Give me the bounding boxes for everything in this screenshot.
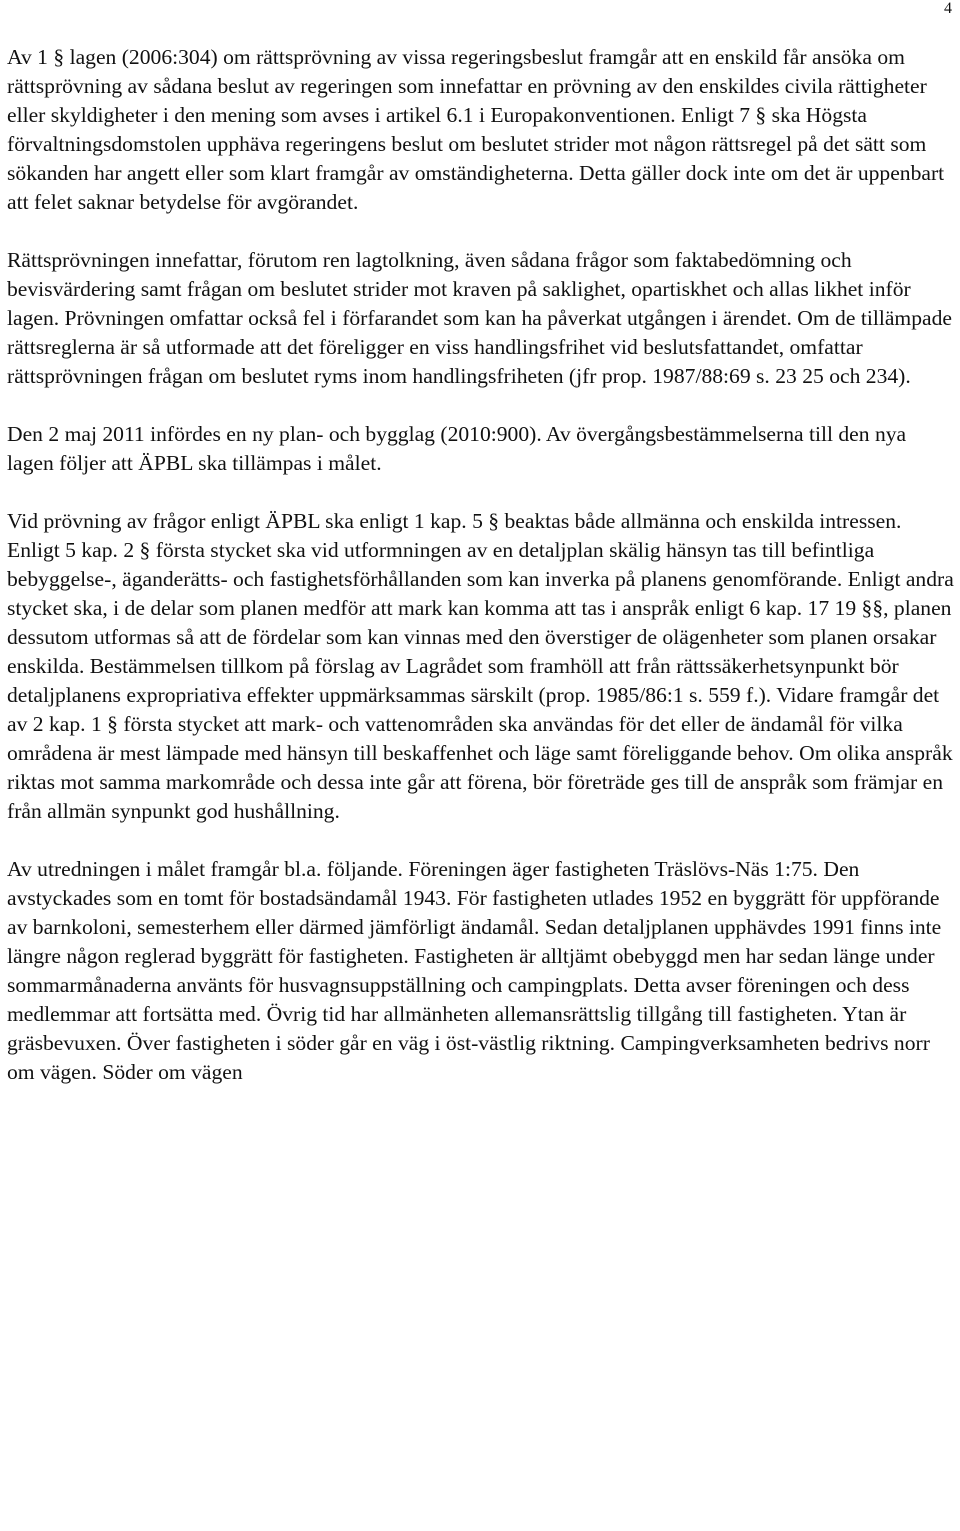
page-number: 4	[944, 0, 952, 17]
paragraph: Rättsprövningen innefattar, förutom ren lagtolkning, även sådana frågor som faktabedömning och bevisvärdering samt frågan om beslutet strider mot kraven på saklighet, opartiskhet och allas likhet inför lagen. Prövningen omfattar också fel i förfarandet som kan ha påverkat utgången i ärendet. Om de tillämpade rättsreglerna är så utformade att det föreligger en viss handlingsfrihet vid beslutsfattandet, omfattar rättsprövningen frågan om beslutet ryms inom handlingsfriheten (jfr prop. 1987/88:69 s. 23 25 och 234).	[7, 248, 952, 388]
paragraph: Den 2 maj 2011 infördes en ny plan- och bygglag (2010:900). Av övergångsbestämmelserna till den nya lagen följer att ÄPBL ska tillämpas i målet.	[7, 422, 907, 475]
paragraph: Av 1 § lagen (2006:304) om rättsprövning av vissa regeringsbeslut framgår att en enskild får ansöka om rättsprövning av sådana beslut av regeringen som innefattar en prövning av den enskildes civila rättigheter eller skyldigheter i den mening som avses i artikel 6.1 i Europakonventionen. Enligt 7 § ska Högsta förvaltningsdomstolen upphäva regeringens beslut om beslutet strider mot någon rättsregel på det sätt som sökanden har angett eller som klart framgår av omständigheterna. Detta gäller dock inte om det är uppenbart att felet saknar betydelse för avgörandet.	[7, 45, 945, 214]
paragraph: Av utredningen i målet framgår bl.a. följande. Föreningen äger fastigheten Träslövs-Näs 1:75. Den avstyckades som en tomt för bostadsändamål 1943. För fastigheten utlades 1952 en byggrätt för uppförande av barnkoloni, semesterhem eller därmed jämförligt ändamål. Sedan detaljplanen upphävdes 1991 finns inte längre någon reglerad byggrätt för fastigheten. Fastigheten är alltjämt obebyggd men har sedan länge under sommarmånaderna använts för husvagnsuppställning och campingplats. Detta avser föreningen och dess medlemmar att fortsätta med. Övrig tid har allmänheten allemansrättslig tillgång till fastigheten. Ytan är gräsbevuxen. Över fastigheten i söder går en väg i öst-västlig riktning. Campingverksamheten bedrivs norr om vägen. Söder om vägen	[7, 857, 942, 1084]
document-body	[7, 43, 955, 1087]
paragraph: Vid prövning av frågor enligt ÄPBL ska enligt 1 kap. 5 § beaktas både allmänna och enskilda intressen. Enligt 5 kap. 2 § första stycket ska vid utformningen av en detaljplan skälig hänsyn tas till befintliga bebyggelse-, äganderätts- och fastighetsförhållanden som kan inverka på planens genomförande. Enligt andra stycket ska, i de delar som planen medför att mark kan komma att tas i anspråk enligt 6 kap. 17 19 §§, planen dessutom utformas så att de fördelar som kan vinnas med den överstiger de olägenheter som planen orsakar enskilda. Bestämmelsen tillkom på förslag av Lagrådet som framhöll att från rättssäkerhetsynpunkt bör detaljplanens expropriativa effekter uppmärksammas särskilt (prop. 1985/86:1 s. 559 f.). Vidare framgår det av 2 kap. 1 § första stycket att mark- och vattenområden ska användas för det eller de ändamål för vilka områdena är mest lämpade med hänsyn till beskaffenhet och läge samt föreliggande behov. Om olika anspråk riktas mot samma markområde och dessa inte går att förena, bör företräde ges till de anspråk som främjar en från allmän synpunkt god hushållning.	[7, 509, 954, 823]
